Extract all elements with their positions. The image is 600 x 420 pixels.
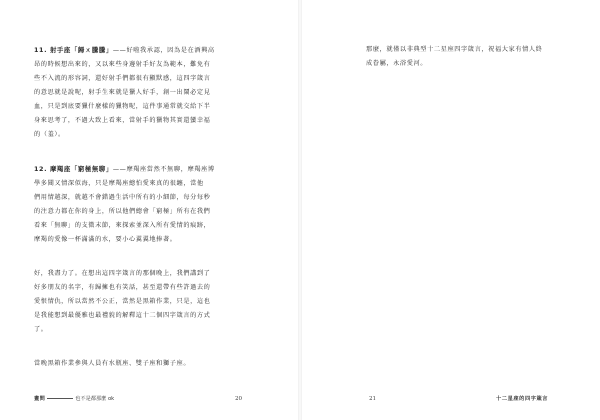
line-text: 愛恨情仇，所以當然不公正，當然是黑箱作業，只是，這也 xyxy=(34,298,211,305)
body-line xyxy=(34,281,266,295)
body-line xyxy=(34,309,266,323)
line-text: 的（羞）。 xyxy=(34,131,65,138)
body-line xyxy=(34,205,266,219)
line-text: ——摩羯座當然不無聊，摩羯座博 xyxy=(112,166,215,173)
footer-rule xyxy=(47,398,73,399)
body-line: 那麼，就僅以非典型十二星座四字箴言，祝福大家有情人終 xyxy=(366,46,543,53)
line-text: 是我能想到最優雅也最禮貌的解釋這十二個四字箴言的方式 xyxy=(34,312,211,319)
body-line xyxy=(34,323,266,337)
page-number-left: 20 xyxy=(235,396,243,402)
text-section xyxy=(34,357,266,371)
body-line xyxy=(34,267,266,281)
line-text: 學多聞又情深似海，只是摩羯座總怕愛來真的很纏，當他 xyxy=(34,180,204,187)
body-line xyxy=(34,162,266,177)
line-text: 的注意力都在你的身上，所以他們總會「窮極」所有在我們 xyxy=(34,208,211,215)
body-line: 成眷屬，永浴愛河。 xyxy=(366,60,428,67)
text-section xyxy=(34,43,266,142)
section-heading: 12. 摩羯座「窮極無聊」 xyxy=(34,165,113,173)
left-page-text xyxy=(34,43,266,391)
line-text: 摩羯的愛像一杯滿滿的水，要小心翼翼地捧著。 xyxy=(34,236,177,243)
left-footer xyxy=(34,395,114,402)
section-heading: 11. 射手座「歸ㄨ騰騰」 xyxy=(34,46,113,54)
line-text: 血，只是到底要獵什麼樣的獵物呢，這件事通常就交給下半 xyxy=(34,103,211,110)
text-section xyxy=(34,267,266,337)
text-section xyxy=(34,162,266,247)
page-number-right: 21 xyxy=(369,396,377,402)
footer-brand: 畫問 xyxy=(34,396,46,402)
body-line xyxy=(34,295,266,309)
line-text: 些不入流的形容詞，還好射手們都很有顯默感，這四字箴言 xyxy=(34,75,211,82)
line-text: 了。 xyxy=(34,326,48,333)
right-page-text xyxy=(366,43,556,71)
line-text: ——好啦我承認，因為是在酒興高 xyxy=(112,47,215,54)
body-line xyxy=(34,114,266,128)
body-line xyxy=(34,58,266,72)
body-line xyxy=(34,86,266,100)
body-line xyxy=(34,128,266,142)
line-text: 好，我盡力了。在想出這四字箴言的那個晚上，我們講到了 xyxy=(34,270,211,277)
body-line xyxy=(34,100,266,114)
body-line xyxy=(34,177,266,191)
line-text: 們用情越深，就越不會錯過生活中所有的小細節，每分每秒 xyxy=(34,194,211,201)
footer-subtitle: 也不是都那麼 ok xyxy=(75,396,115,402)
body-line xyxy=(34,357,266,371)
body-line xyxy=(34,43,266,58)
line-text: 好多朋友的名字，有歸擁也有笑話，甚至還帶有些許過去的 xyxy=(34,284,211,291)
line-text: 的意思就是說呢，射手生來就是獵人好手，創一出鬧必定見 xyxy=(34,89,211,96)
body-line xyxy=(34,233,266,247)
line-text: 身來思考了，不過大致上看來，當射手的獵物其實還蠻幸福 xyxy=(34,117,211,124)
body-line xyxy=(34,191,266,205)
body-line xyxy=(34,72,266,86)
right-footer-title: 十二星座的四字箴言 xyxy=(496,396,549,402)
line-text: 看來「無聊」的支微末節，來探索並深入所有愛情的痕跡， xyxy=(34,222,211,229)
line-text: 當晚黑箱作業參與人員有水瓶座、雙子座和獅子座。 xyxy=(34,360,191,367)
line-text: 昂的時候想出來的，又以來些身邊射手好友為範本，難免有 xyxy=(34,61,211,68)
body-line xyxy=(34,219,266,233)
